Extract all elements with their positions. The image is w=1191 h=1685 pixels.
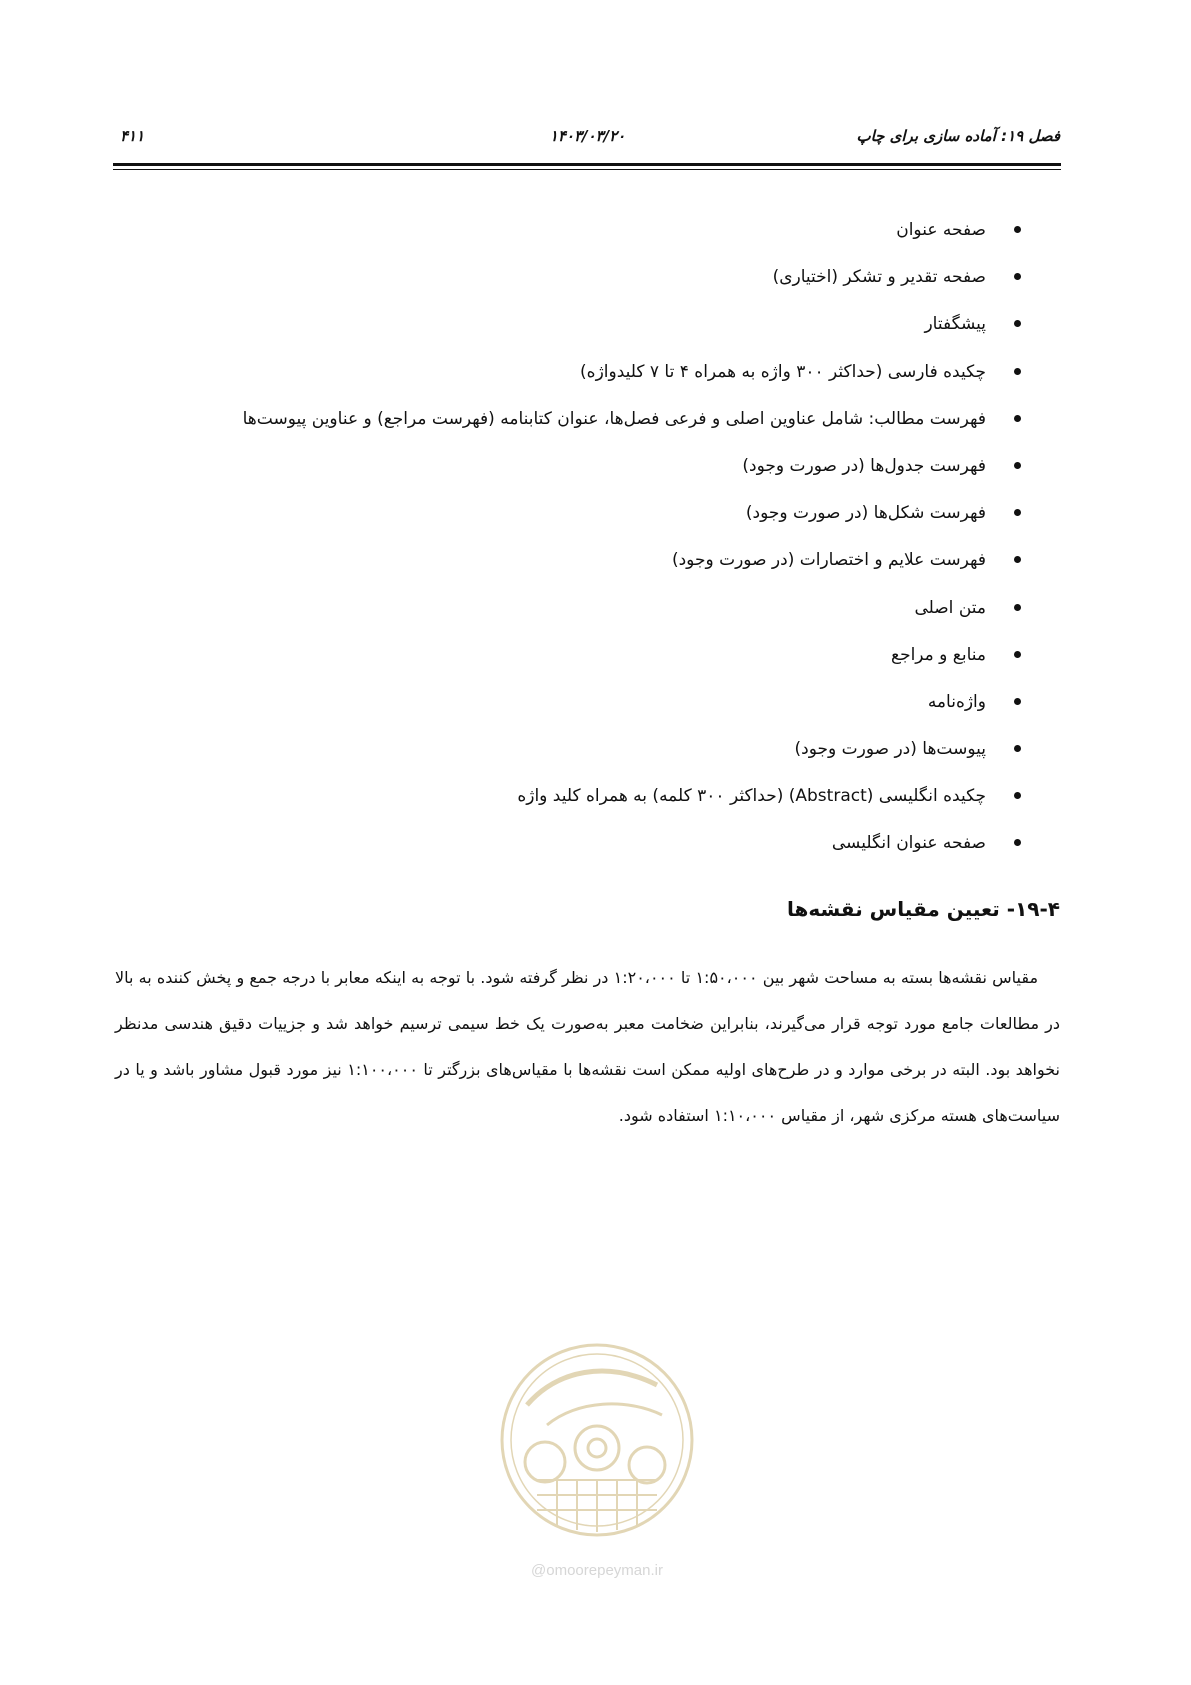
list-item (243, 451, 1021, 498)
list-item (243, 215, 1021, 262)
bullet-icon (1014, 839, 1021, 846)
bullet-icon (1014, 320, 1021, 327)
list-item-text: متن اصلی (914, 597, 986, 618)
list-item (243, 262, 1021, 309)
list-item (243, 498, 1021, 545)
paragraph-text: مقیاس نقشه‌ها بسته به مساحت شهر بین ۱:۵۰،۰۰۰ تا ۱:۲۰،۰۰۰ در نظر گرفته شود. با توجه به اینکه معابر با درجه جمع و پخش کننده به بالا در مطالعات جامع مورد توجه قرار می‌گیرند، بنابراین ضخامت معبر به‌صورت یک خط سیمی ترسیم خواهد شد و جزییات دقیق هندسی مدنظر نخواهد بود. البته در برخی موارد و در طرح‌های اولیه ممکن است نقشه‌ها با مقیاس‌های بزرگتر تا ۱:۱۰۰،۰۰۰ نیز مورد قبول مشاور باشد و یا در سیاست‌های هسته مرکزی شهر، از مقیاس ۱:۱۰،۰۰۰ استفاده شود. (115, 968, 1060, 1125)
header-date: ۱۴۰۳/۰۳/۲۰ (549, 127, 626, 145)
bullet-icon (1014, 604, 1021, 611)
watermark-text: @omoorepeyman.ir (531, 1562, 663, 1579)
list-item (243, 545, 1021, 592)
publisher-logo-watermark (487, 1330, 707, 1590)
bullet-icon (1014, 745, 1021, 752)
page-header (115, 127, 1060, 157)
list-item-text: منابع و مراجع (891, 644, 986, 665)
list-item (243, 828, 1021, 875)
list-item (243, 640, 1021, 687)
bullet-icon (1014, 792, 1021, 799)
header-rule-thick (113, 163, 1061, 166)
list-item (243, 309, 1021, 356)
list-item-text: پیوست‌ها (در صورت وجود) (794, 739, 986, 760)
list-item (243, 357, 1021, 404)
list-item-text: فهرست مطالب: شامل عناوین اصلی و فرعی فصل‌ها، عنوان کتابنامه (فهرست مراجع) و عناوین پیوست‌ها (242, 408, 986, 429)
list-item-text: فهرست علایم و اختصارات (در صورت وجود) (671, 550, 986, 571)
bullet-icon (1014, 556, 1021, 563)
list-item-text: صفحه عنوان (896, 220, 986, 240)
list-item-text: چکیده فارسی (حداکثر ۳۰۰ واژه به همراه ۴ تا ۷ کلیدواژه) (580, 361, 986, 382)
chapter-title: فصل ۱۹: آماده سازی برای چاپ (856, 127, 1060, 145)
bullet-icon (1014, 226, 1021, 233)
list-item (243, 734, 1021, 781)
header-rule-thin (113, 169, 1061, 170)
list-item (243, 593, 1021, 640)
body-paragraph (115, 955, 1060, 1139)
list-item (243, 781, 1021, 828)
list-item-text: صفحه تقدیر و تشکر (اختیاری) (772, 267, 986, 288)
list-item-text: فهرست جدول‌ها (در صورت وجود) (742, 455, 986, 476)
section-heading: ۱۹-۴- تعیین مقیاس نقشه‌ها (786, 897, 1060, 921)
list-item (243, 687, 1021, 734)
list-item-text: چکیده انگلیسی (Abstract) (حداکثر ۳۰۰ کلمه) به همراه کلید واژه (517, 786, 986, 807)
list-item-text: پیشگفتار (924, 314, 986, 335)
list-item-text: فهرست شکل‌ها (در صورت وجود) (745, 503, 986, 524)
list-item-text: واژه‌نامه (927, 691, 986, 712)
page-number: ۴۱۱ (120, 127, 145, 145)
bullet-icon (1014, 415, 1021, 422)
bullet-icon (1014, 509, 1021, 516)
bullet-icon (1014, 698, 1021, 705)
bullet-icon (1014, 462, 1021, 469)
contents-list (243, 215, 1021, 876)
bullet-icon (1014, 273, 1021, 280)
bullet-icon (1014, 368, 1021, 375)
list-item (243, 404, 1021, 451)
bullet-icon (1014, 651, 1021, 658)
list-item-text: صفحه عنوان انگلیسی (831, 833, 986, 854)
